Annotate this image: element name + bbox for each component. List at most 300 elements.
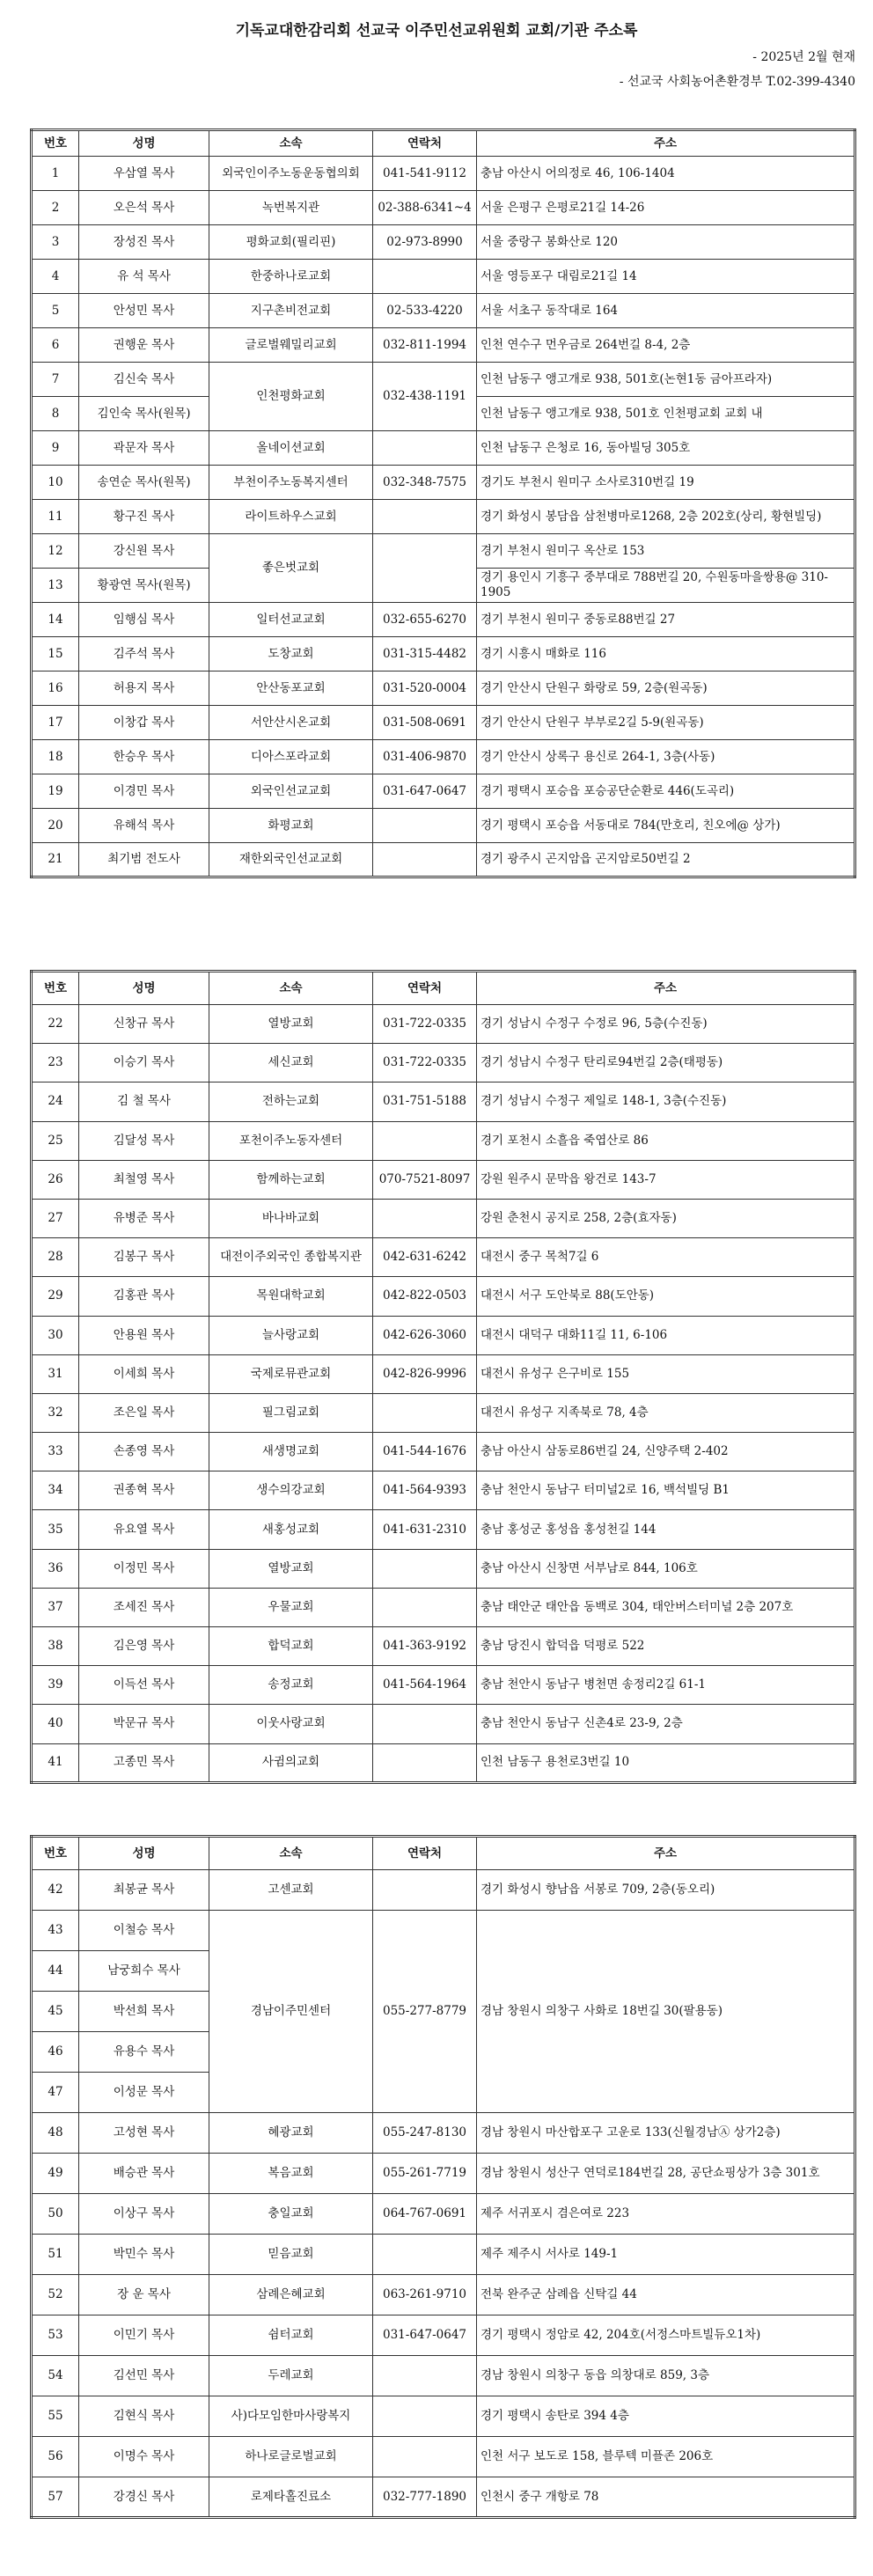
table-row: [32, 2154, 855, 2194]
cell-number: 51: [32, 2235, 79, 2275]
column-header-address: 주소: [477, 130, 855, 157]
cell-name: 박문규 목사: [79, 1705, 209, 1743]
table-row: [32, 466, 855, 500]
cell-phone: 032-655-6270: [373, 603, 477, 637]
cell-phone: [373, 809, 477, 843]
column-header-address: 주소: [477, 1837, 855, 1870]
cell-address: 경기 성남시 수정구 수정로 96, 5층(수진동): [477, 1005, 855, 1044]
cell-affiliation: 안산동포교회: [209, 672, 373, 706]
cell-phone: [373, 260, 477, 294]
table-row: [32, 1433, 855, 1471]
table-row: [32, 1911, 855, 1951]
cell-address: 충남 당진시 합덕읍 덕평로 522: [477, 1627, 855, 1666]
cell-address: 경기도 부천시 원미구 소사로310번길 19: [477, 466, 855, 500]
table-row: [32, 1510, 855, 1549]
header-row: [32, 1837, 855, 1870]
cell-affiliation: 국제로뮤관교회: [209, 1354, 373, 1393]
table-row: [32, 328, 855, 363]
cell-name: 우삼열 목사: [79, 157, 209, 191]
table-row: [32, 363, 855, 397]
cell-affiliation: 평화교회(필리핀): [209, 225, 373, 260]
cell-phone: 041-363-9192: [373, 1627, 477, 1666]
table-row: [32, 191, 855, 225]
cell-name: 유해석 목사: [79, 809, 209, 843]
table-row: [32, 1549, 855, 1588]
cell-address: 경기 포천시 소흘읍 죽엽산로 86: [477, 1121, 855, 1160]
cell-affiliation: 도창교회: [209, 637, 373, 672]
cell-phone: [373, 1743, 477, 1782]
cell-number: 6: [32, 328, 79, 363]
cell-name: 곽문자 목사: [79, 431, 209, 466]
table-row: [32, 2437, 855, 2477]
cell-affiliation: 글로벌웨밀리교회: [209, 328, 373, 363]
table-row: [32, 1666, 855, 1705]
cell-address: 경남 창원시 의창구 사화로 18번길 30(팔용동): [477, 1911, 855, 2113]
cell-number: 40: [32, 1705, 79, 1743]
column-header-address: 주소: [477, 972, 855, 1005]
cell-affiliation: 포천이주노동자센터: [209, 1121, 373, 1160]
cell-number: 19: [32, 774, 79, 809]
cell-affiliation: 새홍성교회: [209, 1510, 373, 1549]
cell-number: 54: [32, 2356, 79, 2396]
cell-number: 32: [32, 1393, 79, 1432]
cell-address: 경기 안산시 상록구 용신로 264-1, 3층(사동): [477, 740, 855, 774]
cell-affiliation: 혜광교회: [209, 2113, 373, 2154]
cell-number: 13: [32, 569, 79, 603]
cell-name: 김은영 목사: [79, 1627, 209, 1666]
cell-name: 권종혁 목사: [79, 1471, 209, 1510]
cell-address: 경기 평택시 포승읍 서동대로 784(만호리, 친오에@ 상가): [477, 809, 855, 843]
cell-name: 강신원 목사: [79, 534, 209, 569]
cell-name: 박선희 목사: [79, 1992, 209, 2032]
table-row: [32, 603, 855, 637]
table-row: [32, 637, 855, 672]
cell-address: 충남 홍성군 홍성읍 홍성천길 144: [477, 1510, 855, 1549]
cell-phone: 031-508-0691: [373, 706, 477, 740]
cell-number: 46: [32, 2032, 79, 2073]
table-row: [32, 1160, 855, 1199]
cell-phone: [373, 2356, 477, 2396]
cell-address: 경기 평택시 정암로 42, 204호(서정스마트빌듀오1차): [477, 2315, 855, 2356]
cell-number: 36: [32, 1549, 79, 1588]
cell-phone: [373, 1588, 477, 1626]
cell-address: 경기 부천시 원미구 중동로88번길 27: [477, 603, 855, 637]
cell-affiliation: 생수의강교회: [209, 1471, 373, 1510]
cell-phone: 041-544-1676: [373, 1433, 477, 1471]
cell-phone: 032-777-1890: [373, 2477, 477, 2518]
cell-address: 대전시 서구 도안북로 88(도안동): [477, 1277, 855, 1316]
cell-number: 20: [32, 809, 79, 843]
cell-number: 15: [32, 637, 79, 672]
cell-address: 경남 창원시 의창구 동읍 의창대로 859, 3층: [477, 2356, 855, 2396]
table-row: [32, 1705, 855, 1743]
cell-address: 제주 제주시 서사로 149-1: [477, 2235, 855, 2275]
cell-phone: [373, 1393, 477, 1432]
cell-affiliation: 새생명교회: [209, 1433, 373, 1471]
cell-address: 인천 서구 보도로 158, 블루텍 미플존 206호: [477, 2437, 855, 2477]
cell-name: 강경신 목사: [79, 2477, 209, 2518]
cell-name: 박민수 목사: [79, 2235, 209, 2275]
cell-address: 강원 원주시 문막읍 왕건로 143-7: [477, 1160, 855, 1199]
cell-name: 최철영 목사: [79, 1160, 209, 1199]
cell-address: 대전시 중구 목척7길 6: [477, 1238, 855, 1277]
cell-phone: [373, 1121, 477, 1160]
column-header-number: 번호: [32, 972, 79, 1005]
table-row: [32, 1870, 855, 1911]
cell-name: 황광연 목사(원목): [79, 569, 209, 603]
cell-name: 한승우 목사: [79, 740, 209, 774]
cell-address: 서울 은평구 은평로21길 14-26: [477, 191, 855, 225]
cell-number: 45: [32, 1992, 79, 2032]
cell-phone: 031-647-0647: [373, 2315, 477, 2356]
cell-number: 2: [32, 191, 79, 225]
table-row: [32, 1121, 855, 1160]
cell-number: 3: [32, 225, 79, 260]
table-row: [32, 1005, 855, 1044]
cell-name: 김신숙 목사: [79, 363, 209, 397]
cell-affiliation: 대전이주외국인 종합복지관: [209, 1238, 373, 1277]
cell-address: 대전시 유성구 지족북로 78, 4층: [477, 1393, 855, 1432]
cell-phone: 02-388-6341~4: [373, 191, 477, 225]
table-row: [32, 500, 855, 534]
cell-phone: 031-647-0647: [373, 774, 477, 809]
column-header-affiliation: 소속: [209, 130, 373, 157]
cell-address: 충남 천안시 동남구 신촌4로 23-9, 2층: [477, 1705, 855, 1743]
cell-address: 경남 창원시 마산합포구 고운로 133(신월경남Ⓐ 상가2층): [477, 2113, 855, 2154]
cell-name: 이득선 목사: [79, 1666, 209, 1705]
cell-name: 이성문 목사: [79, 2073, 209, 2113]
cell-address: 충남 아산시 어의정로 46, 106-1404: [477, 157, 855, 191]
cell-affiliation: 열방교회: [209, 1549, 373, 1588]
cell-affiliation: 송정교회: [209, 1666, 373, 1705]
cell-phone: 02-533-4220: [373, 294, 477, 328]
cell-name: 김 철 목사: [79, 1083, 209, 1121]
cell-affiliation: 재한외국인선교교회: [209, 843, 373, 877]
cell-phone: 063-261-9710: [373, 2275, 477, 2315]
cell-number: 48: [32, 2113, 79, 2154]
cell-phone: 042-626-3060: [373, 1316, 477, 1354]
table-row: [32, 1083, 855, 1121]
cell-affiliation: 올네이션교회: [209, 431, 373, 466]
table-row: [32, 2477, 855, 2518]
cell-phone: 041-564-9393: [373, 1471, 477, 1510]
table-row: [32, 1277, 855, 1316]
cell-phone: 031-722-0335: [373, 1044, 477, 1083]
cell-address: 경기 성남시 수정구 탄리로94번길 2층(태평동): [477, 1044, 855, 1083]
table-row: [32, 843, 855, 877]
cell-name: 고성현 목사: [79, 2113, 209, 2154]
cell-address: 경기 화성시 봉담읍 삼천병마로1268, 2층 202호(상리, 황현빌딩): [477, 500, 855, 534]
column-header-phone: 연락처: [373, 972, 477, 1005]
cell-number: 1: [32, 157, 79, 191]
cell-phone: 032-348-7575: [373, 466, 477, 500]
cell-phone: 042-826-9996: [373, 1354, 477, 1393]
directory-table-1: [30, 128, 856, 878]
cell-address: 경기 부천시 원미구 옥산로 153: [477, 534, 855, 569]
cell-phone: [373, 431, 477, 466]
cell-number: 5: [32, 294, 79, 328]
cell-phone: [373, 1870, 477, 1911]
table-row: [32, 1238, 855, 1277]
cell-name: 이경민 목사: [79, 774, 209, 809]
cell-name: 김달성 목사: [79, 1121, 209, 1160]
cell-number: 35: [32, 1510, 79, 1549]
cell-name: 최기범 전도사: [79, 843, 209, 877]
cell-phone: 02-973-8990: [373, 225, 477, 260]
cell-name: 송연순 목사(원목): [79, 466, 209, 500]
cell-name: 권행운 목사: [79, 328, 209, 363]
table-row: [32, 2235, 855, 2275]
cell-phone: 055-247-8130: [373, 2113, 477, 2154]
table-row: [32, 1199, 855, 1237]
cell-affiliation: 합덕교회: [209, 1627, 373, 1666]
header-row: [32, 972, 855, 1005]
cell-affiliation: 외국인이주노동운동협의회: [209, 157, 373, 191]
table-row: [32, 774, 855, 809]
cell-number: 42: [32, 1870, 79, 1911]
cell-address: 인천 남동구 은청로 16, 동아빌딩 305호: [477, 431, 855, 466]
cell-number: 56: [32, 2437, 79, 2477]
cell-name: 김선민 목사: [79, 2356, 209, 2396]
column-header-number: 번호: [32, 130, 79, 157]
cell-name: 장성진 목사: [79, 225, 209, 260]
cell-phone: [373, 500, 477, 534]
cell-number: 10: [32, 466, 79, 500]
cell-affiliation: 서안산시온교회: [209, 706, 373, 740]
directory-table-3: [30, 1835, 856, 2519]
table-row: [32, 1316, 855, 1354]
cell-phone: 031-520-0004: [373, 672, 477, 706]
cell-phone: [373, 2437, 477, 2477]
column-header-name: 성명: [79, 1837, 209, 1870]
cell-address: 인천 남동구 앵고개로 938, 501호(논현1동 금아프라자): [477, 363, 855, 397]
cell-name: 황구진 목사: [79, 500, 209, 534]
cell-name: 배승관 목사: [79, 2154, 209, 2194]
cell-address: 서울 중랑구 봉화산로 120: [477, 225, 855, 260]
cell-affiliation: 믿음교회: [209, 2235, 373, 2275]
cell-address: 경기 평택시 포승읍 포승공단순환로 446(도곡리): [477, 774, 855, 809]
cell-phone: 032-438-1191: [373, 363, 477, 431]
table-row: [32, 225, 855, 260]
table-row: [32, 672, 855, 706]
cell-number: 28: [32, 1238, 79, 1277]
cell-number: 49: [32, 2154, 79, 2194]
cell-number: 52: [32, 2275, 79, 2315]
cell-affiliation: 좋은벗교회: [209, 534, 373, 603]
cell-name: 고종민 목사: [79, 1743, 209, 1782]
cell-phone: [373, 534, 477, 603]
cell-address: 충남 아산시 삼동로86번길 24, 신양주택 2-402: [477, 1433, 855, 1471]
cell-address: 충남 태안군 태안읍 동백로 304, 태안버스터미널 2층 207호: [477, 1588, 855, 1626]
cell-affiliation: 우물교회: [209, 1588, 373, 1626]
cell-affiliation: 필그림교회: [209, 1393, 373, 1432]
cell-number: 57: [32, 2477, 79, 2518]
cell-affiliation: 하나로글로벌교회: [209, 2437, 373, 2477]
cell-address: 경기 안산시 단원구 부부로2길 5-9(원곡동): [477, 706, 855, 740]
page-title: 기독교대한감리회 선교국 이주민선교위원회 교회/기관 주소록: [235, 22, 638, 40]
cell-number: 9: [32, 431, 79, 466]
table-row: [32, 2275, 855, 2315]
cell-number: 39: [32, 1666, 79, 1705]
cell-affiliation: 화평교회: [209, 809, 373, 843]
cell-address: 경기 안산시 단원구 화랑로 59, 2층(원곡동): [477, 672, 855, 706]
column-header-phone: 연락처: [373, 1837, 477, 1870]
cell-name: 안용원 목사: [79, 1316, 209, 1354]
cell-number: 18: [32, 740, 79, 774]
cell-name: 유용수 목사: [79, 2032, 209, 2073]
cell-affiliation: 함께하는교회: [209, 1160, 373, 1199]
cell-phone: [373, 843, 477, 877]
table-row: [32, 1471, 855, 1510]
table-row: [32, 431, 855, 466]
cell-phone: [373, 2235, 477, 2275]
column-header-phone: 연락처: [373, 130, 477, 157]
cell-number: 43: [32, 1911, 79, 1951]
cell-affiliation: 로제타홀진료소: [209, 2477, 373, 2518]
cell-name: 허용지 목사: [79, 672, 209, 706]
cell-address: 경기 용인시 기흥구 중부대로 788번길 20, 수원동마을쌍용@ 310-1905: [477, 569, 855, 603]
cell-name: 남궁희수 목사: [79, 1951, 209, 1992]
cell-number: 26: [32, 1160, 79, 1199]
cell-name: 안성민 목사: [79, 294, 209, 328]
cell-phone: 055-261-7719: [373, 2154, 477, 2194]
cell-number: 30: [32, 1316, 79, 1354]
cell-affiliation: 사)다모임한마사랑복지: [209, 2396, 373, 2437]
cell-phone: 041-564-1964: [373, 1666, 477, 1705]
cell-affiliation: 목원대학교회: [209, 1277, 373, 1316]
column-header-name: 성명: [79, 130, 209, 157]
table-row: [32, 706, 855, 740]
cell-address: 인천 남동구 용천로3번길 10: [477, 1743, 855, 1782]
cell-affiliation: 디아스포라교회: [209, 740, 373, 774]
cell-name: 임행심 목사: [79, 603, 209, 637]
table-row: [32, 2396, 855, 2437]
cell-phone: 041-631-2310: [373, 1510, 477, 1549]
cell-address: 서울 서초구 동작대로 164: [477, 294, 855, 328]
cell-name: 조세진 목사: [79, 1588, 209, 1626]
cell-number: 8: [32, 397, 79, 431]
cell-number: 34: [32, 1471, 79, 1510]
cell-address: 강원 춘천시 공지로 258, 2층(효자동): [477, 1199, 855, 1237]
cell-name: 이승기 목사: [79, 1044, 209, 1083]
table-row: [32, 1354, 855, 1393]
table-row: [32, 740, 855, 774]
cell-affiliation: 외국인선교교회: [209, 774, 373, 809]
cell-phone: [373, 1549, 477, 1588]
cell-affiliation: 인천평화교회: [209, 363, 373, 431]
table-row: [32, 157, 855, 191]
cell-name: 이창갑 목사: [79, 706, 209, 740]
cell-number: 14: [32, 603, 79, 637]
header-row: [32, 130, 855, 157]
table-row: [32, 1044, 855, 1083]
cell-affiliation: 열방교회: [209, 1005, 373, 1044]
cell-number: 33: [32, 1433, 79, 1471]
table-row: [32, 2315, 855, 2356]
cell-affiliation: 이웃사랑교회: [209, 1705, 373, 1743]
cell-affiliation: 삼례은혜교회: [209, 2275, 373, 2315]
cell-affiliation: 충일교회: [209, 2194, 373, 2235]
cell-phone: 031-722-0335: [373, 1005, 477, 1044]
table-row: [32, 294, 855, 328]
cell-affiliation: 녹번복지관: [209, 191, 373, 225]
table-row: [32, 1743, 855, 1782]
cell-affiliation: 일터선교교회: [209, 603, 373, 637]
cell-phone: 041-541-9112: [373, 157, 477, 191]
cell-name: 유병준 목사: [79, 1199, 209, 1237]
cell-number: 44: [32, 1951, 79, 1992]
cell-address: 대전시 대덕구 대화11길 11, 6-106: [477, 1316, 855, 1354]
cell-phone: 031-406-9870: [373, 740, 477, 774]
cell-number: 47: [32, 2073, 79, 2113]
cell-affiliation: 경남이주민센터: [209, 1911, 373, 2113]
cell-number: 31: [32, 1354, 79, 1393]
cell-number: 38: [32, 1627, 79, 1666]
cell-phone: 032-811-1994: [373, 328, 477, 363]
cell-affiliation: 쉼터교회: [209, 2315, 373, 2356]
cell-address: 경기 성남시 수정구 제일로 148-1, 3층(수진동): [477, 1083, 855, 1121]
cell-number: 21: [32, 843, 79, 877]
cell-name: 오은석 목사: [79, 191, 209, 225]
column-header-name: 성명: [79, 972, 209, 1005]
cell-number: 37: [32, 1588, 79, 1626]
table-row: [32, 534, 855, 569]
cell-name: 김현식 목사: [79, 2396, 209, 2437]
cell-name: 김봉구 목사: [79, 1238, 209, 1277]
cell-phone: 031-751-5188: [373, 1083, 477, 1121]
cell-address: 인천시 중구 개항로 78: [477, 2477, 855, 2518]
cell-address: 충남 아산시 신창면 서부남로 844, 106호: [477, 1549, 855, 1588]
cell-affiliation: 한중하나로교회: [209, 260, 373, 294]
cell-address: 경기 광주시 곤지암읍 곤지암로50번길 2: [477, 843, 855, 877]
cell-phone: [373, 2396, 477, 2437]
cell-affiliation: 전하는교회: [209, 1083, 373, 1121]
cell-name: 장 운 목사: [79, 2275, 209, 2315]
cell-number: 53: [32, 2315, 79, 2356]
cell-affiliation: 부천이주노동복지센터: [209, 466, 373, 500]
cell-affiliation: 고센교회: [209, 1870, 373, 1911]
cell-affiliation: 늘사랑교회: [209, 1316, 373, 1354]
cell-name: 이명수 목사: [79, 2437, 209, 2477]
cell-address: 경기 시흥시 매화로 116: [477, 637, 855, 672]
cell-number: 11: [32, 500, 79, 534]
cell-affiliation: 지구촌비전교회: [209, 294, 373, 328]
cell-name: 신창규 목사: [79, 1005, 209, 1044]
cell-name: 김홍관 목사: [79, 1277, 209, 1316]
cell-name: 유요열 목사: [79, 1510, 209, 1549]
cell-number: 55: [32, 2396, 79, 2437]
cell-name: 이상구 목사: [79, 2194, 209, 2235]
table-row: [32, 1393, 855, 1432]
cell-name: 조은일 목사: [79, 1393, 209, 1432]
cell-number: 29: [32, 1277, 79, 1316]
department-contact-line: - 선교국 사회농어촌환경부 T.02-399-4340: [619, 75, 855, 89]
cell-number: 7: [32, 363, 79, 397]
cell-name: 이세희 목사: [79, 1354, 209, 1393]
cell-address: 인천 남동구 앵고개로 938, 501호 인천평교회 교회 내: [477, 397, 855, 431]
table-row: [32, 2356, 855, 2396]
cell-phone: 031-315-4482: [373, 637, 477, 672]
cell-affiliation: 두레교회: [209, 2356, 373, 2396]
cell-phone: 064-767-0691: [373, 2194, 477, 2235]
cell-address: 제주 서귀포시 겸은여로 223: [477, 2194, 855, 2235]
column-header-affiliation: 소속: [209, 1837, 373, 1870]
cell-affiliation: 라이트하우스교회: [209, 500, 373, 534]
cell-number: 23: [32, 1044, 79, 1083]
cell-address: 경기 화성시 향남읍 서봉로 709, 2층(동오리): [477, 1870, 855, 1911]
cell-address: 서울 영등포구 대림로21길 14: [477, 260, 855, 294]
column-header-affiliation: 소속: [209, 972, 373, 1005]
